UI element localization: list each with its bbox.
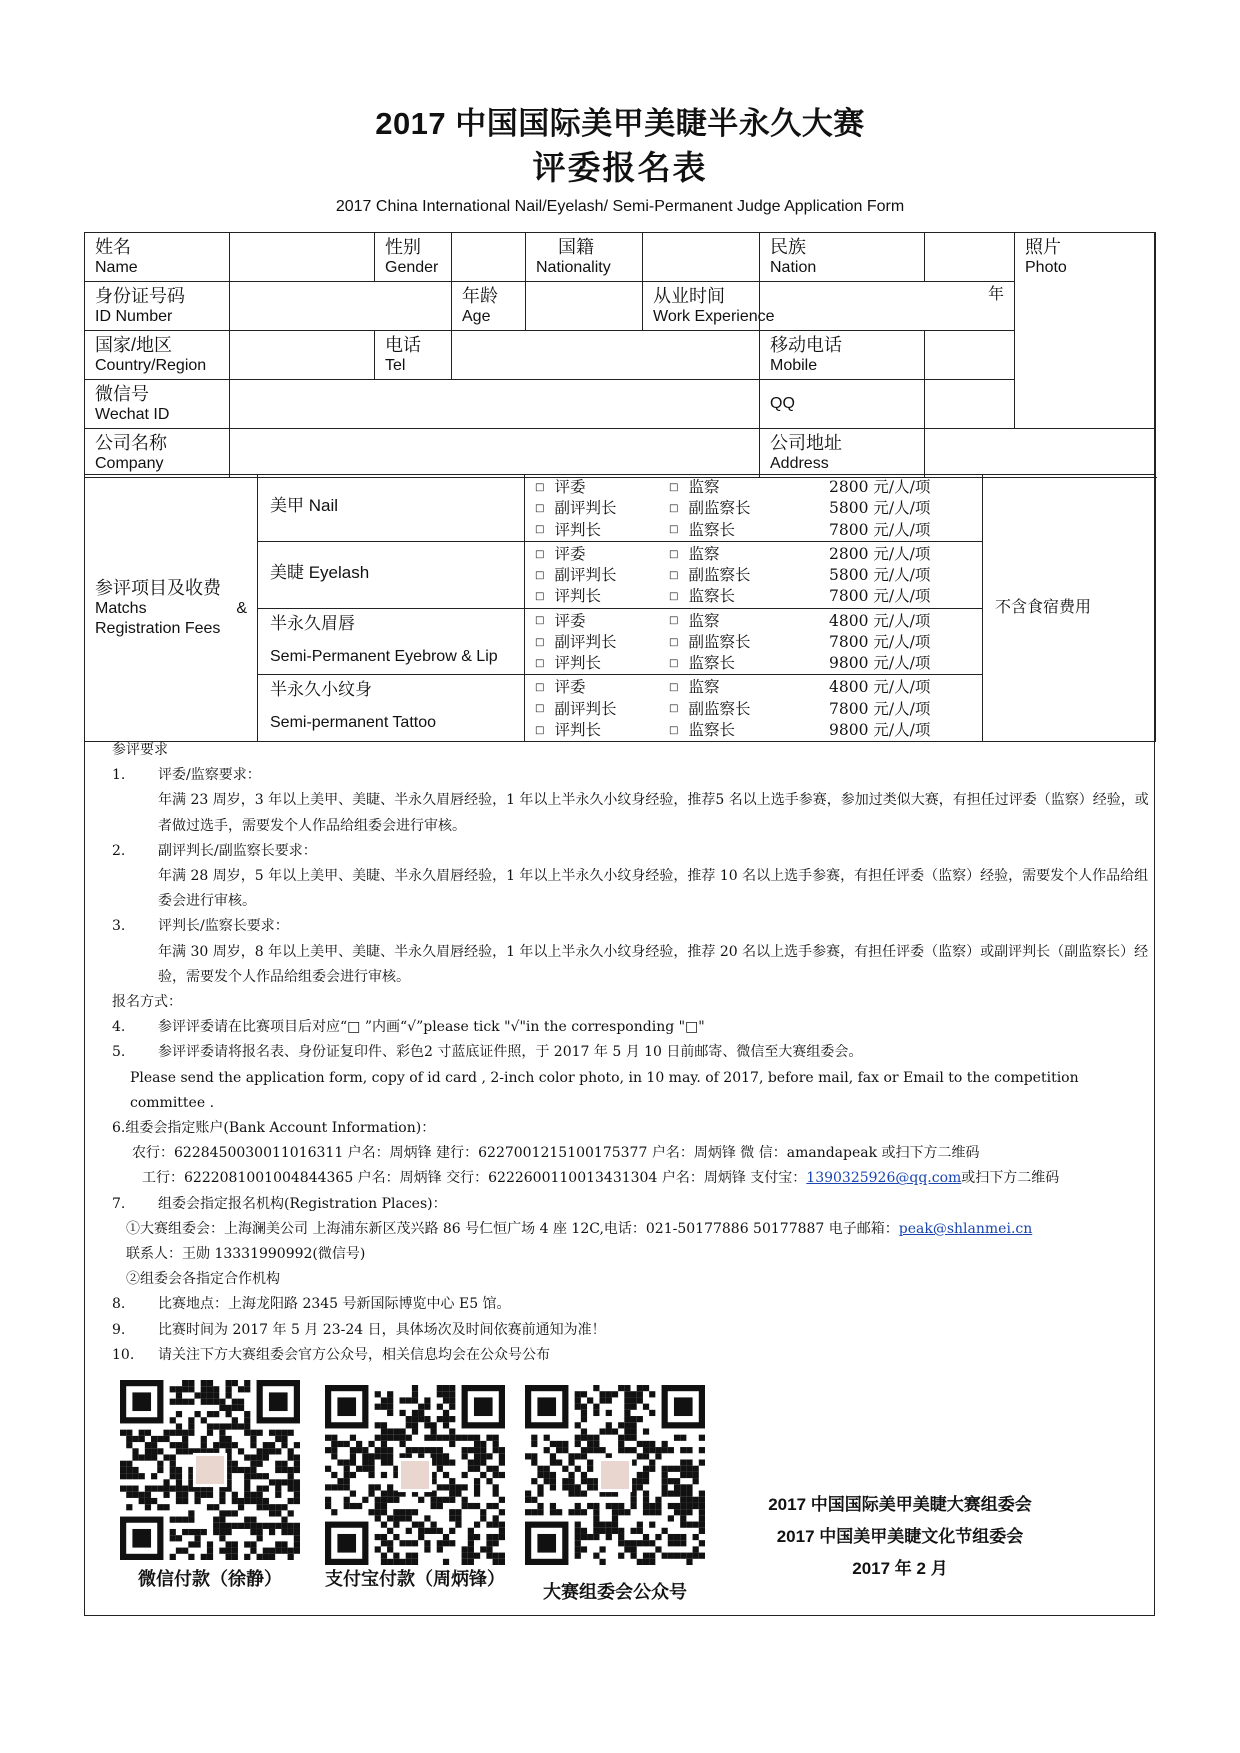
company-label: 公司名称 Company xyxy=(85,429,230,478)
nation-label: 民族 Nation xyxy=(760,233,925,282)
fee-option-label: 评委 xyxy=(554,678,586,697)
checkbox-icon[interactable]: □ xyxy=(669,569,679,581)
wechat-pay-label: 微信付款（徐静） xyxy=(138,1569,282,1589)
checkbox-icon[interactable]: □ xyxy=(669,703,679,715)
checkbox-icon[interactable]: □ xyxy=(669,636,679,648)
checkbox-icon[interactable]: □ xyxy=(535,724,545,736)
req-2-title: 副评判长/副监察长要求： xyxy=(158,842,317,859)
form-title: 2017 中国国际美甲美睫半永久大赛 xyxy=(375,106,865,141)
mobile-field[interactable] xyxy=(925,331,1156,380)
fee-price: 9800 元/人/项 xyxy=(829,720,931,739)
tel-field[interactable] xyxy=(452,331,760,380)
alipay-link[interactable]: 1390325926@qq.com xyxy=(806,1170,962,1187)
years-unit: 年 xyxy=(987,286,1004,303)
req-2-text: 年满 28 周岁，5 年以上美甲、美睫、半永久眉唇经验，1 年以上半永久小纹身经验，推荐 10 名以上选手参赛，有担任评委（监察）经验，需要发个人作品给组委会进行审核。 xyxy=(158,868,1149,910)
age-label: 年龄 Age xyxy=(452,282,526,331)
qq-field[interactable] xyxy=(925,380,1156,429)
fee-option-checkbox[interactable] xyxy=(535,544,669,565)
company-field[interactable] xyxy=(230,429,760,478)
fee-option-checkbox[interactable] xyxy=(535,565,669,586)
checkbox-icon[interactable]: □ xyxy=(669,548,679,560)
form-subtitle: 2017 China International Nail/Eyelash/ Semi-Permanent Judge Application Form xyxy=(335,198,905,215)
checkbox-icon[interactable]: □ xyxy=(669,591,679,602)
wechat-pay-qr-code[interactable] xyxy=(120,1380,300,1560)
fee-option-label: 副监察长 xyxy=(688,632,751,651)
checkbox-icon[interactable]: □ xyxy=(669,724,679,736)
fee-option-checkbox[interactable] xyxy=(535,677,669,698)
alipay-label: 支付宝付款（周炳锋） xyxy=(325,1569,505,1589)
fee-price: 5800 元/人/项 xyxy=(829,499,931,518)
options-nail xyxy=(525,475,983,542)
req-9-text: 比赛时间为 2017 年 5 月 23-24 日，具体场次及时间依赛前通知为准！ xyxy=(158,1321,606,1338)
fee-option-label: 副监察长 xyxy=(688,499,751,518)
fee-price: 7800 元/人/项 xyxy=(829,520,931,539)
fee-option-label: 监察长 xyxy=(688,587,735,606)
fee-option-label: 副监察长 xyxy=(688,699,751,718)
checkbox-icon[interactable]: □ xyxy=(535,524,545,536)
no-meals-note: 不含食宿费用 xyxy=(983,475,1156,742)
tel-label: 电话 Tel xyxy=(375,331,452,380)
checkbox-icon[interactable]: □ xyxy=(669,503,679,514)
fee-option-checkbox[interactable] xyxy=(535,586,669,607)
fee-option-label: 副评判长 xyxy=(554,699,617,718)
fee-option-checkbox[interactable] xyxy=(535,520,669,541)
fee-option-label: 副评判长 xyxy=(554,499,617,518)
req-1-title: 评委/监察要求： xyxy=(158,767,261,784)
category-eyebrow-lip: 半永久眉唇 Semi-Permanent Eyebrow & Lip xyxy=(258,608,525,675)
category-eyelash: 美睫 Eyelash xyxy=(258,541,525,608)
fee-option-checkbox[interactable] xyxy=(535,498,669,519)
matches-fees-label: 参评项目及收费 Matchs & Registration Fees xyxy=(85,475,258,742)
id-number-field[interactable] xyxy=(230,282,452,331)
options-tattoo xyxy=(525,675,983,742)
fee-price: 4800 元/人/项 xyxy=(829,611,931,630)
fee-option-label: 监察长 xyxy=(688,720,735,739)
fee-price: 7800 元/人/项 xyxy=(829,699,931,718)
age-field[interactable] xyxy=(526,282,643,331)
fee-option-checkbox[interactable] xyxy=(669,477,829,498)
photo-box[interactable]: 照片 Photo xyxy=(1015,233,1156,429)
fee-option-label: 监察 xyxy=(688,544,720,563)
contact-person: 联系人：王勋 13331990992(微信号) xyxy=(126,1246,366,1263)
requirements-section: 参评要求 1. 评委/监察要求： 年满 23 周岁，3 年以上美甲、美睫、半永久眉唇经验，1 年以上半永久小纹身经验，推荐5 名以上选手参赛，参加过类似大赛，有担任过评委（监察）经验，或者做过选手，需要发个人作品给组委会进行审核。 2. 副评判长/副监察长要求： 年满 28 周岁，5 年以上美甲、美睫、半永久眉唇经验，1 年以上半永久小纹身经验，推荐 10 名以上选手参赛，有担任评委（监察）经验，需要发个人作品给组委会进行审核。 3. 评判长/监察长要求： 年满 30 周岁，8 年以上美甲、美睫、半永久眉唇经验，1 年以上半永久小纹身经验，推荐 20 名以上选手参赛，有担任评委（监察）或副评判长（副监察长）经验，需要发个人作品给组委会进行审核。 报名方式： 4. 参评评委请在比赛项目后对应“□ ”内画“√”please tick "√"in the corresponding "□" 5. 参评评委请将报名表、身份证复印件、彩色2 寸蓝底证件照，于 2017 年 5 月 10 日前邮寄、微信至大赛组委会。 Please send the application form, copy of id card , 2-inch color photo, in 10 may. of 2017, before mail, fax or Email to the competition committee . 6.组委会指定账户(Bank Account Information)： 农行：6228450030011016311 户名：周炳锋 建行：6227001215100175377 户名：周炳锋 微 信：amandapeak 或扫下方二维码 工行：6222081001004844365 户名：周炳锋 交行：6222600110013431304 户名：周炳锋 支付宝：1390325926@qq.com或扫下方二维码 7. 组委会指定报名机构(Registration Places)： ①大赛组委会：上海澜美公司 上海浦东新区茂兴路 86 号仁恒广场 4 座 12C,电话：021-50177886 50177887 电子邮箱：peak@shlanmei.cn 联系人：王勋 13331990992(微信号) ②组委会各指定合作机构 8. 比赛地点：上海龙阳路 2345 号新国际博览中心 E5 馆。 9. 比赛时间为 2017 年 5 月 23-24 日，具体场次及时间依赛前通知为准！ 10. 请关注下方大赛组委会官方公众号，相关信息均会在公众号公布 xyxy=(112,738,1152,1368)
address-field[interactable] xyxy=(925,429,1156,478)
fee-option-label: 监察长 xyxy=(688,654,735,672)
fee-option-label: 评委 xyxy=(554,611,586,630)
name-field[interactable] xyxy=(230,233,375,282)
options-eyelash xyxy=(525,541,983,608)
checkbox-icon[interactable]: □ xyxy=(535,636,545,648)
checkbox-icon[interactable]: □ xyxy=(669,481,679,493)
name-label: 姓名 Name xyxy=(85,233,230,282)
fee-option-label: 副评判长 xyxy=(554,566,617,584)
fee-price: 2800 元/人/项 xyxy=(829,544,931,563)
fee-option-label: 监察 xyxy=(688,678,720,697)
fee-option-label: 监察 xyxy=(688,478,720,496)
checkbox-icon[interactable]: □ xyxy=(669,657,679,669)
registration-organizer: ①大赛组委会：上海澜美公司 上海浦东新区茂兴路 86 号仁恒广场 4 座 12C,电话：021-50177886 50177887 电子邮箱：peak@shlanmei.cn xyxy=(126,1220,1033,1237)
fee-option-label: 副评判长 xyxy=(554,632,617,651)
req-1-text: 年满 23 周岁，3 年以上美甲、美睫、半永久眉唇经验，1 年以上半永久小纹身经验，推荐5 名以上选手参赛，参加过类似大赛，有担任过评委（监察）经验，或者做过选手，需要发个人作品给组委会进行审核。 xyxy=(158,792,1149,834)
form-title-2: 评委报名表 xyxy=(532,149,708,186)
fee-option-label: 评判长 xyxy=(554,520,601,539)
personal-info-table xyxy=(84,232,1156,478)
work-experience-field[interactable] xyxy=(760,282,1015,331)
country-field[interactable] xyxy=(230,331,375,380)
checkbox-icon[interactable]: □ xyxy=(535,682,545,693)
bank-line-1: 农行：6228450030011016311 户名：周炳锋 建行：6227001215100175377 户名：周炳锋 微 信：amandapeak 或扫下方二维码 xyxy=(132,1145,980,1162)
checkbox-icon[interactable]: □ xyxy=(535,703,545,715)
fee-option-label: 监察 xyxy=(688,611,720,630)
fee-option-checkbox[interactable] xyxy=(669,653,829,674)
fee-price: 5800 元/人/项 xyxy=(829,566,931,584)
checkbox-icon[interactable]: □ xyxy=(669,682,679,693)
alipay-qr-code[interactable] xyxy=(325,1385,505,1565)
checkbox-icon[interactable]: □ xyxy=(535,548,545,560)
nationality-field[interactable] xyxy=(643,233,760,282)
checkbox-icon[interactable]: □ xyxy=(535,615,545,627)
checkbox-icon[interactable]: □ xyxy=(535,481,545,493)
fee-option-checkbox[interactable] xyxy=(669,611,829,632)
req-7-text: 组委会指定报名机构(Registration Places)： xyxy=(158,1195,447,1212)
category-tattoo: 半永久小纹身 Semi-permanent Tattoo xyxy=(258,675,525,742)
checkbox-icon[interactable]: □ xyxy=(535,591,545,602)
fee-price: 7800 元/人/项 xyxy=(829,587,931,606)
fee-option-checkbox[interactable] xyxy=(669,586,829,607)
fee-option-checkbox[interactable] xyxy=(669,544,829,565)
wechat-field[interactable] xyxy=(230,380,760,429)
fee-option-checkbox[interactable] xyxy=(669,699,829,720)
fee-option-checkbox[interactable] xyxy=(669,520,829,541)
req-10-text: 请关注下方大赛组委会官方公众号，相关信息均会在公众号公布 xyxy=(158,1346,550,1363)
mobile-label: 移动电话 Mobile xyxy=(760,331,925,380)
fee-price: 4800 元/人/项 xyxy=(829,678,931,697)
organizer-line-2: 2017 中国美甲美睫文化节组委会 xyxy=(776,1527,1024,1546)
fee-option-checkbox[interactable] xyxy=(535,632,669,653)
requirements-heading: 参评要求 xyxy=(112,742,168,758)
official-account-qr-code[interactable] xyxy=(525,1385,705,1565)
fee-option-checkbox[interactable] xyxy=(669,632,829,653)
fee-option-label: 监察长 xyxy=(688,520,735,539)
req-5-english: Please send the application form, copy of id card , 2-inch color photo, in 10 may. of 2017, before mail, fax or Email to the competition committee . xyxy=(130,1069,1079,1111)
fee-option-checkbox[interactable] xyxy=(669,565,829,586)
checkbox-icon[interactable]: □ xyxy=(535,503,545,514)
req-3-text: 年满 30 周岁，8 年以上美甲、美睫、半永久眉唇经验，1 年以上半永久小纹身经验，推荐 20 名以上选手参赛，有担任评委（监察）或副评判长（副监察长）经验，需要发个人作品给组委会进行审核。 xyxy=(158,943,1149,985)
official-account-label: 大赛组委会公众号 xyxy=(543,1582,687,1602)
fee-option-checkbox[interactable] xyxy=(535,611,669,632)
req-8-text: 比赛地点：上海龙阳路 2345 号新国际博览中心 E5 馆。 xyxy=(158,1296,511,1313)
fee-option-label: 评判长 xyxy=(554,587,601,606)
fee-option-checkbox[interactable] xyxy=(535,477,669,498)
issue-date: 2017 年 2 月 xyxy=(852,1559,948,1578)
fee-option-checkbox[interactable] xyxy=(669,498,829,519)
req-3-title: 评判长/监察长要求： xyxy=(158,918,289,935)
fee-option-label: 副监察长 xyxy=(688,566,751,584)
fee-price: 9800 元/人/项 xyxy=(829,654,931,672)
fee-option-checkbox[interactable] xyxy=(535,699,669,720)
fee-option-checkbox[interactable] xyxy=(535,653,669,674)
fee-price: 2800 元/人/项 xyxy=(829,478,931,496)
req-4-text: 参评评委请在比赛项目后对应“□ ”内画“√”please tick "√"in the corresponding "□" xyxy=(158,1019,705,1036)
nationality-label: 国籍 Nationality xyxy=(526,233,643,282)
gender-field[interactable] xyxy=(452,233,526,282)
signup-heading: 报名方式： xyxy=(112,994,182,1011)
country-label: 国家/地区 Country/Region xyxy=(85,331,230,380)
fees-table xyxy=(84,474,1156,742)
checkbox-icon[interactable]: □ xyxy=(669,524,679,536)
email-link[interactable]: peak@shlanmei.cn xyxy=(898,1220,1033,1237)
nation-field[interactable] xyxy=(925,233,1015,282)
checkbox-icon[interactable]: □ xyxy=(669,615,679,627)
fee-option-label: 评委 xyxy=(554,544,586,563)
req-5-text: 参评评委请将报名表、身份证复印件、彩色2 寸蓝底证件照，于 2017 年 5 月 10 日前邮寄、微信至大赛组委会。 xyxy=(158,1044,863,1061)
fee-option-label: 评委 xyxy=(554,478,586,496)
fee-option-label: 评判长 xyxy=(554,720,601,739)
checkbox-icon[interactable]: □ xyxy=(535,569,545,581)
category-nail: 美甲 Nail xyxy=(258,475,525,542)
partner-institutions: ②组委会各指定合作机构 xyxy=(126,1271,280,1288)
wechat-label: 微信号 Wechat ID xyxy=(85,380,230,429)
options-eyebrow-lip xyxy=(525,608,983,675)
address-label: 公司地址 Address xyxy=(760,429,925,478)
organizer-line-1: 2017 中国国际美甲美睫大赛组委会 xyxy=(768,1495,1032,1514)
id-number-label: 身份证号码 ID Number xyxy=(85,282,230,331)
gender-label: 性别 Gender xyxy=(375,233,452,282)
fee-option-label: 评判长 xyxy=(554,654,601,672)
fee-option-checkbox[interactable] xyxy=(669,677,829,698)
fee-price: 7800 元/人/项 xyxy=(829,632,931,651)
qq-label: QQ xyxy=(760,380,925,429)
bank-line-2: 工行：6222081001004844365 户名：周炳锋 交行：6222600110013431304 户名：周炳锋 支付宝：1390325926@qq.com或扫下方二维码 xyxy=(142,1170,1060,1187)
req-6-heading: 6.组委会指定账户(Bank Account Information)： xyxy=(112,1120,436,1137)
checkbox-icon[interactable]: □ xyxy=(535,657,545,669)
work-experience-label: 从业时间 Work Experience xyxy=(643,282,760,331)
